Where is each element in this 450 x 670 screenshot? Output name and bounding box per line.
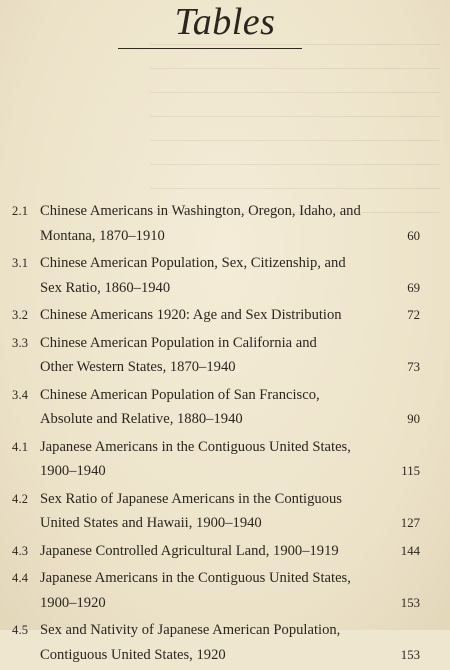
table-number: 2.1	[12, 204, 29, 218]
table-number: 4.4	[12, 571, 29, 585]
table-title-line: Sex and Nativity of Japanese American Population,	[40, 622, 341, 638]
page-number: 127	[400, 516, 420, 530]
page-number: 115	[401, 464, 420, 478]
title-rule	[118, 48, 302, 49]
table-title-line: Japanese Americans in the Contiguous United States,	[40, 438, 351, 455]
page-number: 60	[407, 228, 420, 243]
page-number: 72	[407, 308, 420, 322]
table-number: 3.2	[12, 308, 29, 322]
table-number: 4.5	[12, 623, 29, 637]
page-number: 153	[400, 647, 420, 662]
table-entry	[12, 199, 420, 248]
table-number: 3.4	[12, 387, 29, 402]
table-title-line: Chinese Americans 1920: Age and Sex Distribution	[40, 307, 342, 323]
table-title-line: Japanese Americans in the Contiguous United States,	[40, 570, 351, 586]
table-title-line: Chinese American Population of San Francisco,	[40, 386, 320, 403]
page-number: 144	[400, 543, 420, 558]
page-title: Tables	[174, 1, 276, 43]
table-title-line: Chinese American Population in California and	[40, 334, 317, 351]
table-title-line: Chinese American Population, Sex, Citizenship, and	[40, 255, 346, 271]
table-entry	[12, 251, 420, 300]
table-number: 3.1	[12, 256, 29, 270]
table-entry	[12, 539, 420, 564]
table-entry	[12, 303, 420, 328]
table-number: 4.1	[12, 439, 29, 454]
table-number: 3.3	[12, 335, 29, 350]
table-title-line: Other Western States, 1870–1940	[40, 359, 236, 375]
table-entry	[12, 566, 420, 615]
page-number: 90	[407, 412, 420, 426]
table-title-line: Sex Ratio of Japanese Americans in the Contiguous	[40, 490, 342, 507]
table-entry	[12, 435, 420, 484]
table-title-line: Absolute and Relative, 1880–1940	[40, 411, 243, 427]
table-title-line: 1900–1920	[40, 594, 106, 611]
table-number: 4.2	[12, 491, 29, 506]
table-title-line: Chinese Americans in Washington, Oregon, Idaho, and	[40, 203, 361, 219]
table-title-line: Montana, 1870–1910	[40, 227, 165, 244]
table-entry	[12, 618, 420, 667]
table-title-line: United States and Hawaii, 1900–1940	[40, 515, 262, 531]
table-title-line: Japanese Controlled Agricultural Land, 1900–1919	[40, 542, 339, 559]
table-title-line: Contiguous United States, 1920	[40, 646, 226, 663]
page-number: 73	[407, 360, 420, 374]
table-entry	[12, 331, 420, 380]
table-number: 4.3	[12, 543, 29, 558]
table-entry	[12, 383, 420, 432]
page-number: 153	[400, 595, 420, 610]
table-entry	[12, 487, 420, 536]
tables-list	[12, 199, 420, 670]
page-number: 69	[407, 280, 420, 295]
table-title-line: Sex Ratio, 1860–1940	[40, 279, 171, 296]
table-title-line: 1900–1940	[40, 463, 106, 479]
